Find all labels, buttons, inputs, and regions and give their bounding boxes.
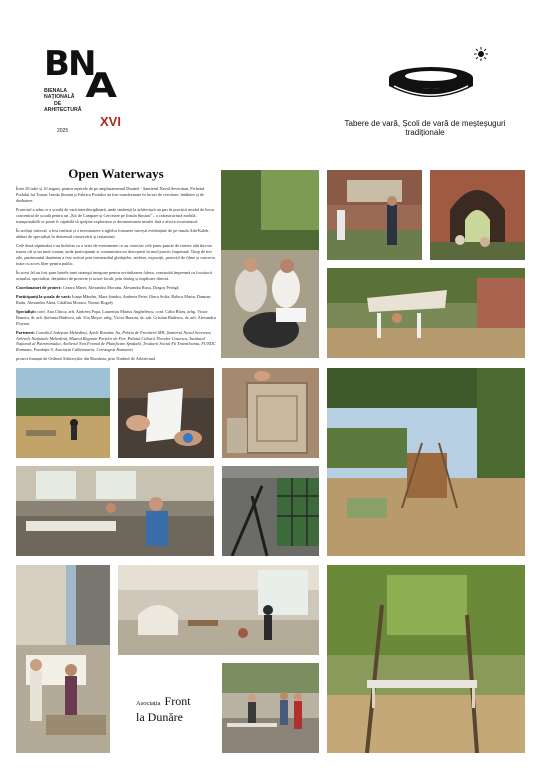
- stadium-camp-logo: [386, 64, 476, 109]
- camp-caption: Tabere de vară, Școli de vară de meșteșuguri tradiționale: [344, 119, 506, 137]
- photo-industrial-window: [222, 466, 319, 556]
- article-paragraph: În acest fel au fost puse bazele unei strategii integrate pentru revitalizarea faleza, construită împreună cu locuitorii orașului, specialiști, deținători de proiecte și actori locali, prin dialog și implicare directă.: [16, 269, 213, 281]
- photo-exhibition-visitors: [16, 565, 110, 753]
- bna-subtitle-line: BIENALA: [44, 88, 68, 94]
- bna-letter-b: B: [44, 44, 70, 84]
- article-paragraph: Proiectul a adus ce a școală de vară interdisciplinară, unde studenții la arhitectură au pus în practică modul de lucru concentrat de școală pentru un „Kit de Campare și Cercetare pe Insula Șimian” – o infrastructură mobilă, transportabilă ce poate fi capabilă să sprijine explorarea și documentarea insulei fără a afecta ecosistemul.: [16, 206, 215, 224]
- specialists-label: Specialiști:: [16, 308, 37, 314]
- association-name-line1: Front: [164, 694, 191, 708]
- participants: [16, 294, 216, 306]
- association-prefix: Asociația: [136, 700, 161, 707]
- sun-icon: [474, 47, 488, 61]
- specialists-names: conf. Ana Chirca, arh. Andreea Popa, Laurențiu Marius Anghelescu, conf. Călin Bîrzu, arhg. Victor Bunoiu, dr. arh. Ștefania Bădescu, arh. Uta Meyer, arhg. Victor Bunoiu, dr. arh. Cristian Bădescu, dr. arh. Alexandru Floyeru: [16, 308, 216, 326]
- article-paragraph: În același interval, a fost realizat și o inventariere a tiglelor fotoarete turcești evidențiate de pe insula Ada-Kaleh, alături de specialiști în domeniul conservării și restaurării.: [16, 227, 210, 239]
- article-paragraph: Cele două săptămâni s-au încheiat cu o serie de evenimente ce au conectat cele patru puncte de interes atât într-un traseu cât și un mod comun, unde participanții și comunitatea au descoperit în mod practic împreună. Timp de trei zile, patrimoniul dunărean a fost activat prin intermediul ghidajelor, ateliere, expoziții, proiecții de filme și concerte, toate cu acces liber pentru public.: [16, 242, 216, 266]
- article-title: Open Waterways: [68, 166, 164, 181]
- photo-wooden-frame-trees: [327, 368, 525, 556]
- partners-label: Parteneri:: [16, 329, 35, 335]
- photo-workshop-tables: [16, 466, 214, 556]
- photo-brick-arch: [430, 170, 525, 260]
- photo-shade-canopy: [327, 268, 525, 358]
- funding-note: proiect finanțat de Ordinul Arhitecților din România, prin Timbrul de Arhitectură: [16, 356, 156, 362]
- association-name-line2: la Dunăre: [136, 710, 183, 724]
- bna-subtitle: [44, 88, 84, 114]
- article-paragraph: Între 28 iulie și 10 august, pentru reperele de pe amplasamentul Dunării - Șantierul Naval Severinan, Pichetul Podului lui Traian, Insula Șimian și Fabrica Portului au fost transformate în locuri de cercetare, întâlnire și de dezbatere.: [16, 186, 205, 203]
- photo-interior-gallery: [222, 663, 319, 753]
- photo-documenting-hands: [118, 368, 214, 458]
- bna-letter-n: N: [68, 44, 97, 84]
- association-name: [136, 692, 216, 725]
- coordinators-names: Cezara Marei, Alexandra Mocanu, Alexandra Rusu, Dragoș Peirigă: [62, 284, 179, 290]
- participants-label: Participanți la școala de vară:: [16, 293, 71, 299]
- coordinators-label: Coordonatori de proiect:: [16, 284, 62, 290]
- photo-group-sketching: [221, 170, 319, 358]
- article-body: [16, 186, 216, 366]
- bna-year: 2025: [57, 128, 69, 134]
- bna-edition: XVI: [100, 114, 121, 129]
- coordinators: [16, 285, 216, 291]
- photo-stone-plaque: [327, 170, 422, 260]
- partners: [16, 330, 216, 354]
- photo-hall-workshop: [118, 565, 319, 655]
- photo-trees-tables: [327, 565, 525, 753]
- partners-names: Consiliul Județean Mehedinți, Apele Române Jiu, Poliția de Frontieră MH, Șantierul Naval Severnav, Arhivele Naționale Mehedinți, Muzeul Regiunii Porților de Fier, Palatul Culturii Theodor Costescu, Institutul Național al Patrimoniului, Atelierul Non Formal de Planificare Spațială, Țesăturii Social Fil Transilvania, FUNDC Romania, Fundația 9, Asociația Calbromaria, Cetrangest Romaniei: [16, 329, 216, 353]
- participants-names: Ioana Mândru, Mara Șandru, Andreea Petre, Ilinca Sofia, Raluca Marin, Damian Radu, Alexandra Alina, Cătălina Moraru, Noemi Bogoly: [16, 293, 211, 305]
- bna-letter-a: A: [85, 66, 117, 106]
- photo-stone-fragment: [222, 368, 319, 458]
- bna-logo: [44, 44, 134, 136]
- bna-subtitle-line: DE: [54, 100, 62, 107]
- photo-field-survey: [16, 368, 110, 458]
- specialists: [16, 309, 216, 327]
- bna-subtitle-line: ARHITECTURĂ: [44, 107, 82, 114]
- bna-subtitle-line: NAȚIONALĂ: [44, 94, 75, 101]
